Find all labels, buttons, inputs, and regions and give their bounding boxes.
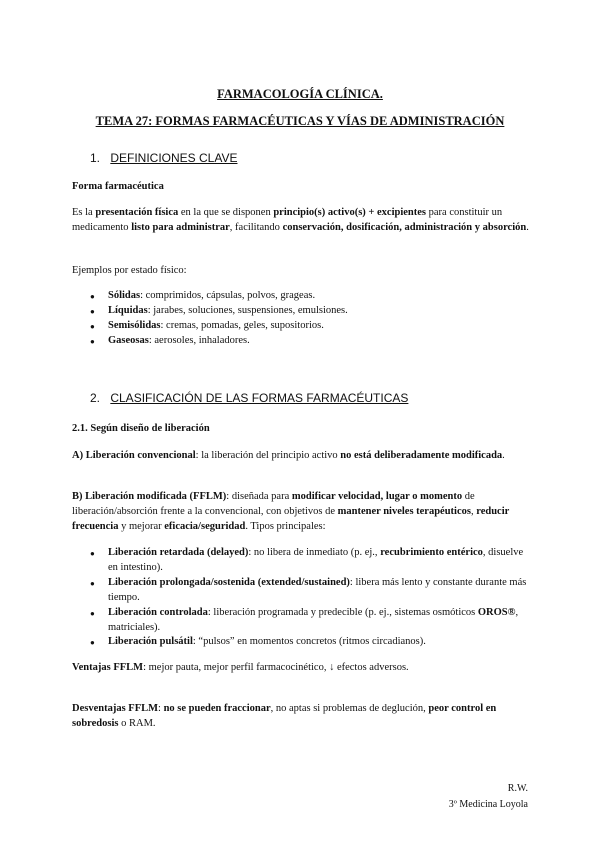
type-text: : libera más lento y constante durante más tiempo. (108, 576, 527, 603)
release-design-subheading: 2.1. Según diseño de liberación (72, 423, 210, 434)
section-2-title: CLASIFICACIÓN DE LAS FORMAS FARMACÉUTICAS (110, 391, 409, 405)
dis-text-2: , no aptas si problemas de deglución, (270, 703, 429, 714)
dis-bold-1: Desventajas FFLM (72, 703, 159, 714)
advantages-paragraph (72, 661, 530, 676)
def-bold-3: listo para administrar (131, 221, 230, 233)
modified-release-paragraph (72, 490, 530, 535)
section-2-heading (90, 390, 408, 407)
type-bold: OROS® (477, 606, 516, 618)
list-item (90, 546, 530, 576)
def-bold-1: presentación física (95, 207, 179, 218)
def-text-3: para constituir un medicamento (72, 207, 503, 233)
section-2-number: 2. (90, 391, 101, 405)
example-desc: : aerosoles, inhaladores. (148, 334, 250, 346)
adv-text: : mejor pauta, mejor perfil farmacocinético, ↓ efectos adversos. (143, 662, 409, 673)
mod-text-5: . Tipos principales: (245, 520, 326, 532)
mod-bold-5: eficacia/seguridad (164, 520, 246, 532)
mod-text-2: de liberación/absorción frente a la convencional, con objetivos de (72, 491, 475, 517)
def-text-2: en la que se disponen (178, 207, 274, 218)
example-term: Gaseosas (108, 334, 149, 346)
list-item (90, 606, 530, 636)
mod-bold-1: B) Liberación modificada (FFLM) (72, 491, 227, 502)
conventional-release-paragraph (72, 449, 530, 464)
dis-text-3: o RAM. (118, 717, 156, 729)
conv-text-1: : la liberación del principio activo (195, 450, 341, 461)
example-term: Sólidas (108, 290, 141, 301)
def-bold-2: principio(s) activo(s) + excipientes (273, 207, 426, 218)
footer-course: 3º Medicina Loyola (448, 799, 528, 810)
type-text-2: , matriciales). (108, 606, 519, 633)
example-term: Semisólidas (108, 319, 161, 331)
mod-bold-4: reducir frecuencia (72, 505, 510, 532)
type-term: Liberación pulsátil (108, 636, 193, 648)
dis-text-1: : (158, 703, 164, 714)
section-1-number: 1. (90, 151, 101, 165)
type-term: Liberación controlada (108, 606, 208, 618)
forma-farmaceutica-subheading: Forma farmacéutica (72, 181, 164, 192)
examples-intro: Ejemplos por estado físico: (72, 265, 187, 276)
type-text: : liberación programada y predecible (p. ej., sistemas osmóticos (207, 606, 478, 618)
mod-text-1: : diseñada para (226, 491, 292, 502)
release-types-list (90, 546, 530, 650)
type-term: Liberación retardada (delayed) (108, 547, 249, 558)
section-1-heading (90, 150, 237, 167)
def-text-4: , facilitando (229, 221, 283, 233)
list-item (90, 319, 530, 334)
example-term: Líquidas (108, 304, 148, 316)
list-item (90, 635, 530, 650)
def-bold-4: conservación, dosificación, administración y absorción (282, 221, 527, 233)
examples-list (90, 289, 530, 349)
footer-author: R.W. (507, 783, 528, 794)
type-text-2: , disuelve en intestino). (108, 547, 524, 573)
list-item (90, 576, 530, 606)
mod-text-3: , (470, 505, 477, 517)
type-text: : no libera de inmediato (p. ej., (248, 547, 381, 558)
adv-bold: Ventajas FFLM (72, 662, 144, 673)
section-1-title: DEFINICIONES CLAVE (110, 151, 238, 165)
type-text: : “pulsos” en momentos concretos (ritmos circadianos). (192, 636, 426, 648)
document-title: FARMACOLOGÍA CLÍNICA. (217, 87, 383, 101)
type-term: Liberación prolongada/sostenida (extended/sustained) (108, 576, 350, 588)
disadvantages-paragraph (72, 702, 530, 732)
conv-text-2: . (502, 450, 505, 461)
def-text-1: Es la (72, 207, 96, 218)
dis-bold-3: peor control en sobredosis (72, 703, 497, 729)
type-bold: recubrimiento entérico (380, 547, 483, 558)
list-item (90, 289, 530, 304)
example-desc: : comprimidos, cápsulas, polvos, grageas. (140, 290, 316, 301)
list-item (90, 304, 530, 319)
definition-paragraph (72, 206, 530, 236)
list-item (90, 334, 530, 349)
mod-bold-2: modificar velocidad, lugar o momento (291, 491, 463, 502)
conv-bold-1: A) Liberación convencional (72, 450, 196, 461)
mod-text-4: y mejorar (118, 520, 165, 532)
conv-bold-2: no está deliberadamente modificada (340, 450, 503, 461)
example-desc: : cremas, pomadas, geles, supositorios. (160, 319, 324, 331)
topic-title: TEMA 27: FORMAS FARMACÉUTICAS Y VÍAS DE ADMINISTRACIÓN (95, 114, 505, 128)
def-text-5: . (526, 221, 529, 233)
example-desc: : jarabes, soluciones, suspensiones, emulsiones. (147, 304, 348, 316)
dis-bold-2: no se pueden fraccionar (163, 703, 271, 714)
mod-bold-3: mantener niveles terapéuticos (337, 505, 471, 517)
